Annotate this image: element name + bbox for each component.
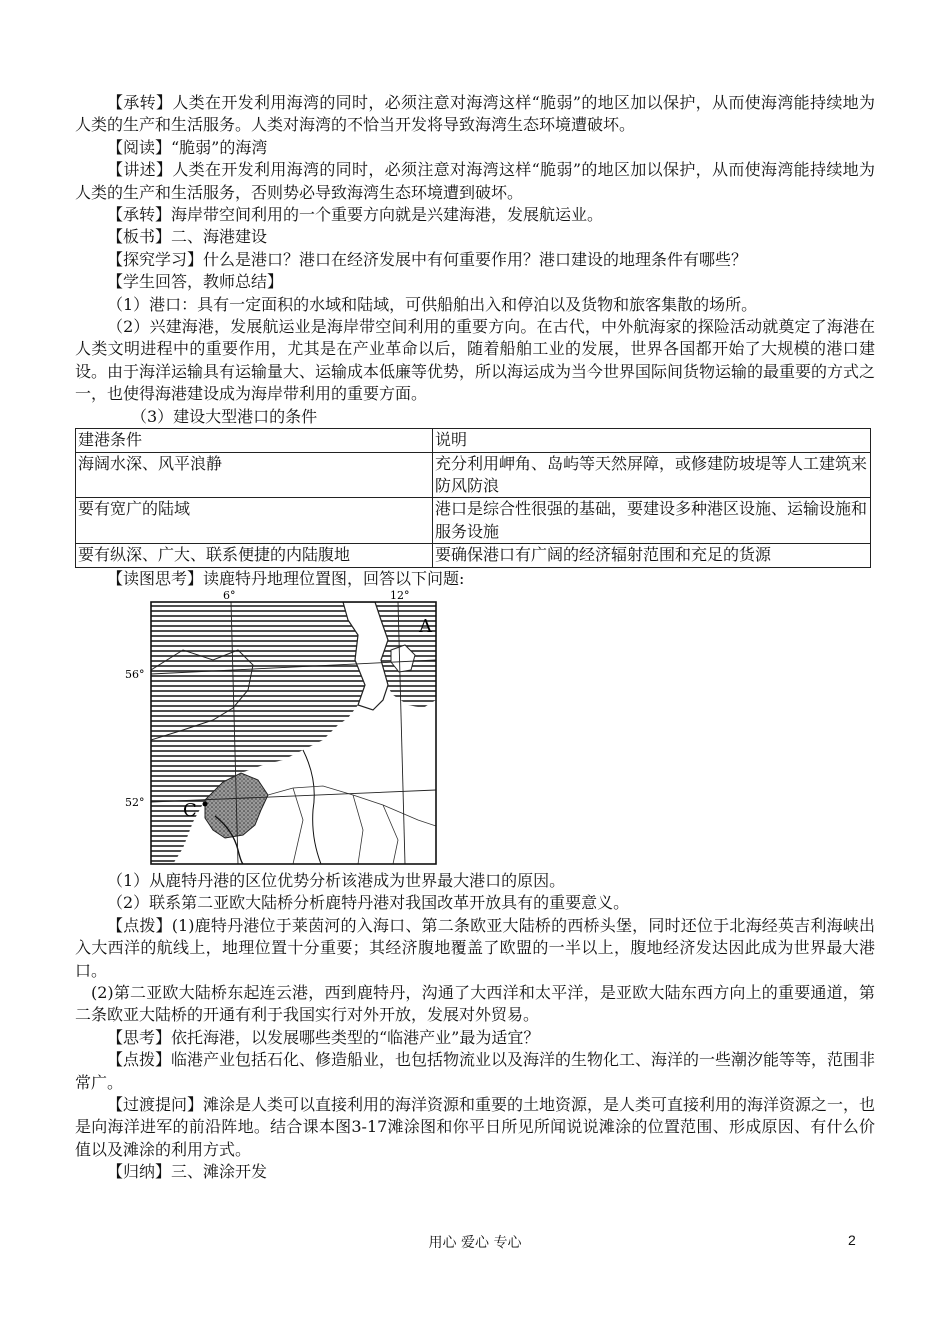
- point-label-c: C: [183, 799, 197, 821]
- paragraph-transition-2: 【承转】海岸带空间利用的一个重要方向就是兴建海港，发展航运业。: [107, 205, 604, 225]
- paragraph-summary-heading: 【归纳】三、滩涂开发: [107, 1162, 268, 1182]
- footer-slogan: 用心 爱心 专心: [428, 1235, 522, 1251]
- paragraph-think: 【思考】依托海港，以发展哪些类型的“临港产业”最为适宜？: [107, 1027, 540, 1047]
- table-header-cell: 建港条件: [76, 429, 433, 452]
- lon-label-12: 12°: [390, 588, 410, 602]
- paragraph-inquiry: 【探究学习】什么是港口？港口在经济发展中有何重要作用？港口建设的地理条件有哪些？: [107, 249, 748, 269]
- paragraph-port-conditions-title: （3）建设大型港口的条件: [131, 406, 318, 426]
- rotterdam-location-map: [125, 588, 463, 870]
- lat-label-52: 52°: [125, 795, 145, 809]
- point-label-a: A: [419, 615, 432, 637]
- paragraph-student-answer: 【学生回答，教师总结】: [107, 272, 284, 292]
- document-page: [75, 92, 875, 1184]
- paragraph-transition-question: 【过渡提问】滩涂是人类可以直接利用的海洋资源和重要的土地资源，是人类可直接利用的海洋资源之一，也是向海洋进军的前沿阵地。结合课本图3-17滩涂图和你平日所见所闻说说滩涂的位置范围、形成原因、有什么价值以及滩涂的利用方式。: [75, 1095, 876, 1159]
- table-row: [76, 452, 871, 498]
- paragraph-transition-1: 【承转】人类在开发利用海湾的同时，必须注意对海湾这样“脆弱”的地区加以保护，从而使海湾能持续地为人类的生产和生活服务。人类对海湾的不恰当开发将导致海湾生态环境遭破坏。: [75, 93, 875, 135]
- paragraph-hint-2: (2)第二亚欧大陆桥东起连云港，西到鹿特丹，沟通了大西洋和太平洋，是亚欧大陆东西方向上的重要通道，第二条欧亚大陆桥的开通有利于我国实行对外开放，发展对外贸易。: [75, 982, 875, 1025]
- lon-label-6: 6°: [223, 588, 236, 602]
- paragraph-reading: 【阅读】“脆弱”的海湾: [107, 137, 268, 157]
- port-conditions-table: [75, 428, 871, 567]
- page-number: 2: [848, 1232, 856, 1248]
- port-c-marker: [203, 801, 208, 806]
- table-row: [76, 498, 871, 544]
- paragraph-board-heading: 【板书】二、海港建设: [107, 227, 268, 247]
- bottom-text-block: [75, 870, 875, 1184]
- top-text-block: [75, 92, 875, 428]
- map-figure: [125, 588, 463, 870]
- table-cell: 要确保港口有广阔的经济辐射范围和充足的货源: [433, 544, 871, 567]
- table-cell: 要有纵深、广大、联系便捷的内陆腹地: [76, 544, 433, 567]
- table-header-row: [76, 429, 871, 452]
- table-cell: 港口是综合性很强的基础，要建设多种港区设施、运输设施和服务设施: [433, 498, 871, 544]
- paragraph-hint-1: 【点拨】(1)鹿特丹港位于莱茵河的入海口、第二条欧亚大陆桥的西桥头堡，同时还位于北海经英吉利海峡出入大西洋的航线上，地理位置十分重要；其经济腹地覆盖了欧盟的一半以上，腹地经济发达因此成为世界最大港口。: [75, 915, 875, 980]
- question-2: （2）联系第二亚欧大陆桥分析鹿特丹港对我国改革开放具有的重要意义。: [107, 893, 630, 913]
- question-1: （1）从鹿特丹港的区位优势分析该港成为世界最大港口的原因。: [107, 870, 566, 890]
- paragraph-port-definition: （1）港口：具有一定面积的水域和陆域，可供船舶出入和停泊以及货物和旅客集散的场所。: [107, 294, 758, 314]
- paragraph-lecture: 【讲述】人类在开发利用海湾的同时，必须注意对海湾这样“脆弱”的地区加以保护，从而使海湾能持续地为人类的生产和生活服务，否则势必导致海湾生态环境遭到破坏。: [75, 160, 875, 202]
- paragraph-hint-3: 【点拨】临港产业包括石化、修造船业，也包括物流业以及海洋的生物化工、海洋的一些潮汐能等等，范围非常广。: [75, 1050, 876, 1092]
- table-row: [76, 544, 871, 567]
- paragraph-port-importance: （2）兴建海港，发展航运业是海岸带空间利用的重要方向。在古代，中外航海家的探险活动就奠定了海港在人类文明进程中的重要作用，尤其是在产业革命以后，随着船舶工业的发展，世界各国都开始了大规模的港口建设。由于海洋运输具有运输量大、运输成本低廉等优势，所以海运成为当今世界国际间货物运输的最重要的方式之一，也使得海港建设成为海岸带利用的重要方面。: [75, 317, 876, 404]
- map-question-intro: 【读图思考】读鹿特丹地理位置图，回答以下问题:: [107, 568, 465, 588]
- table-cell: 充分利用岬角、岛屿等天然屏障，或修建防坡堤等人工建筑来防风防浪: [433, 452, 871, 498]
- table-cell: 海阔水深、风平浪静: [76, 452, 433, 498]
- table-header-cell: 说明: [433, 429, 871, 452]
- lat-label-56: 56°: [125, 667, 145, 681]
- table-cell: 要有宽广的陆域: [76, 498, 433, 544]
